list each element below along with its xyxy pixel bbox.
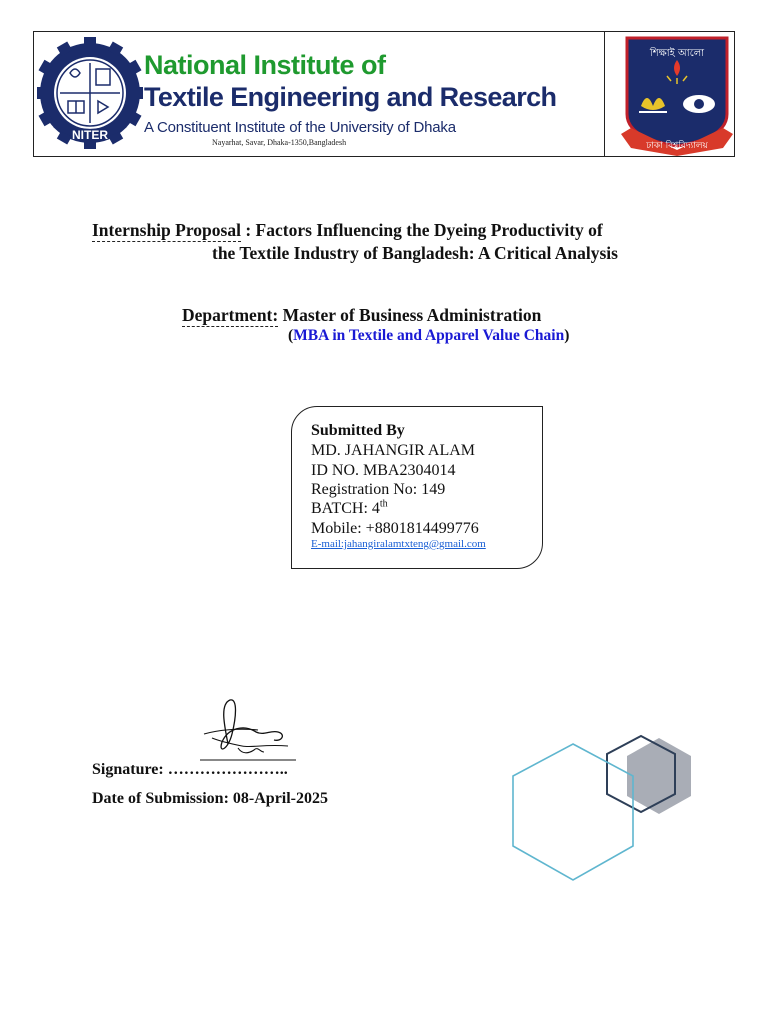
proposal-separator: : (240, 220, 256, 240)
dhaka-university-logo-icon (619, 34, 735, 156)
student-id: ID NO. MBA2304014 (311, 462, 456, 479)
decorative-hexagons-icon (505, 728, 700, 888)
svg-text:ঢাকা বিশ্ববিদ্যালয়: ঢাকা বিশ্ববিদ্যালয় (646, 141, 708, 151)
handwritten-signature-icon (198, 694, 298, 764)
institute-header (33, 31, 735, 157)
department-value: Master of Business Administration (278, 305, 542, 325)
svg-text:শিক্ষাই আলো: শিক্ষাই আলো (649, 48, 705, 59)
proposal-label: Internship Proposal (92, 220, 241, 240)
department-label: Department: (182, 305, 279, 325)
institute-name-line2: Textile Engineering and Research (144, 82, 557, 112)
submitted-heading: Submitted By (311, 422, 405, 439)
program-name: MBA in Textile and Apparel Value Chain (293, 327, 565, 344)
proposal-title-line2: the Textile Industry of Bangladesh: A Critical Analysis (212, 243, 618, 263)
department-line (182, 307, 541, 325)
email-link[interactable]: E-mail:jahangiralamtxteng@gmail.com (311, 538, 486, 550)
institute-subtitle: A Constituent Institute of the University of Dhaka (144, 119, 456, 136)
program-line: (MBA in Textile and Apparel Value Chain) (288, 327, 570, 344)
institute-address: Nayarhat, Savar, Dhaka-1350,Bangladesh (212, 138, 347, 147)
student-name: MD. JAHANGIR ALAM (311, 442, 476, 459)
niter-logo-icon (37, 35, 143, 153)
batch: BATCH: 4th (311, 498, 388, 517)
header-divider (604, 32, 605, 156)
svg-text:NITER: NITER (72, 128, 108, 142)
signature-label: Signature: ………………….. (92, 761, 288, 778)
submission-date: Date of Submission: 08-April-2025 (92, 790, 329, 807)
institute-name-line1: National Institute of (144, 50, 386, 80)
submitted-by-box (291, 406, 543, 569)
registration-number: Registration No: 149 (311, 481, 446, 498)
proposal-title-line1 (92, 222, 603, 240)
proposal-title-text1: Factors Influencing the Dyeing Productivity of (255, 220, 603, 240)
mobile-number: Mobile: +8801814499776 (311, 520, 479, 537)
